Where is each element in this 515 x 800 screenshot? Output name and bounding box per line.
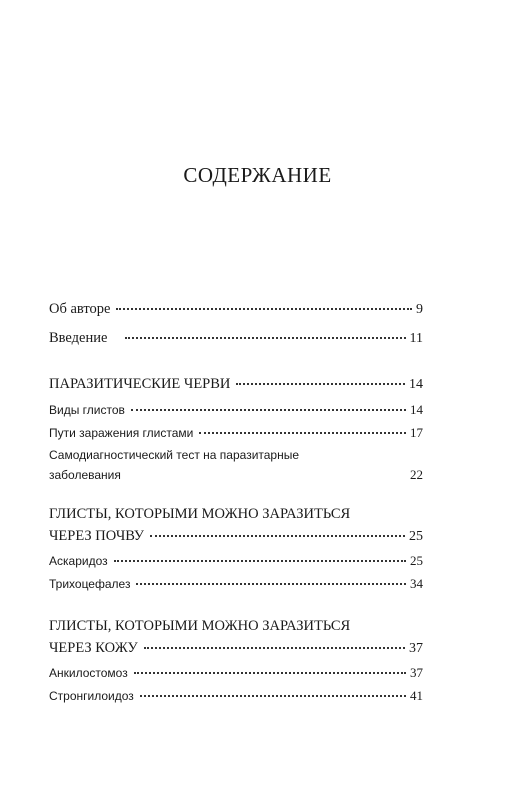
dot-leader [144,647,405,649]
toc-page-number: 25 [410,553,423,568]
toc-page-number: 11 [409,331,423,346]
dot-leader [114,560,406,562]
dot-leader [150,535,405,537]
toc-entry-skin-worms[interactable] [49,615,423,660]
dot-leader [136,583,406,585]
dot-leader [127,474,406,476]
toc-entry-label: Трихоцефалез [49,577,131,591]
dot-leader [236,383,405,385]
toc-entry-parasitic-worms[interactable] [49,373,423,396]
toc-page-number: 37 [410,665,423,680]
toc-page-number: 34 [410,576,423,591]
toc-entry-ancylostomiasis[interactable] [49,663,423,683]
toc-entry-label: Аскаридоз [49,554,108,568]
toc-entry-label: Об авторе [49,301,111,317]
toc-entry-infection-routes[interactable] [49,423,423,443]
toc-entry-strongyloidiasis[interactable] [49,686,423,706]
toc-page-number: 14 [409,377,423,392]
toc-page-number: 17 [410,425,423,440]
dot-leader [125,337,405,339]
toc-entry-soil-worms[interactable] [49,503,423,548]
toc-entry-label: Стронгилоидоз [49,689,134,703]
toc-entry-label-line2: заболевания [49,468,121,482]
toc-entry-label-line2: ЧЕРЕЗ КОЖУ [49,640,138,656]
toc-entry-about-author[interactable] [49,298,423,321]
toc-entry-label-line1: Самодиагностический тест на паразитарные [49,448,300,462]
toc-entry-label: Введение [49,330,108,346]
toc-entry-self-diagnostic-test[interactable] [49,445,423,485]
toc-page-number: 37 [409,641,423,656]
toc-page-number: 9 [416,302,423,317]
dot-leader [199,432,406,434]
toc-entry-worm-types[interactable] [49,400,423,420]
toc-entry-introduction[interactable] [49,327,423,350]
dot-leader [140,695,406,697]
toc-entry-label: ПАРАЗИТИЧЕСКИЕ ЧЕРВИ [49,376,231,392]
toc-entry-trichuriasis[interactable] [49,574,423,594]
toc-entry-label-line2: ЧЕРЕЗ ПОЧВУ [49,528,145,544]
dot-leader [134,672,406,674]
dot-leader [116,308,412,310]
toc-page-number: 25 [409,529,423,544]
page-title: СОДЕРЖАНИЕ [183,163,332,187]
toc-page-number: 22 [410,467,423,482]
toc-page-number: 41 [410,688,423,703]
dot-leader [131,409,406,411]
toc-page-number: 14 [410,402,423,417]
toc-entry-label: Анкилостомоз [49,666,128,680]
toc-entry-label: Пути заражения глистами [49,426,194,440]
toc-entry-label-line1: ГЛИСТЫ, КОТОРЫМИ МОЖНО ЗАРАЗИТЬСЯ [49,618,351,634]
toc-entry-label-line1: ГЛИСТЫ, КОТОРЫМИ МОЖНО ЗАРАЗИТЬСЯ [49,506,351,522]
toc-entry-ascariasis[interactable] [49,551,423,571]
toc-entry-label: Виды глистов [49,403,125,417]
